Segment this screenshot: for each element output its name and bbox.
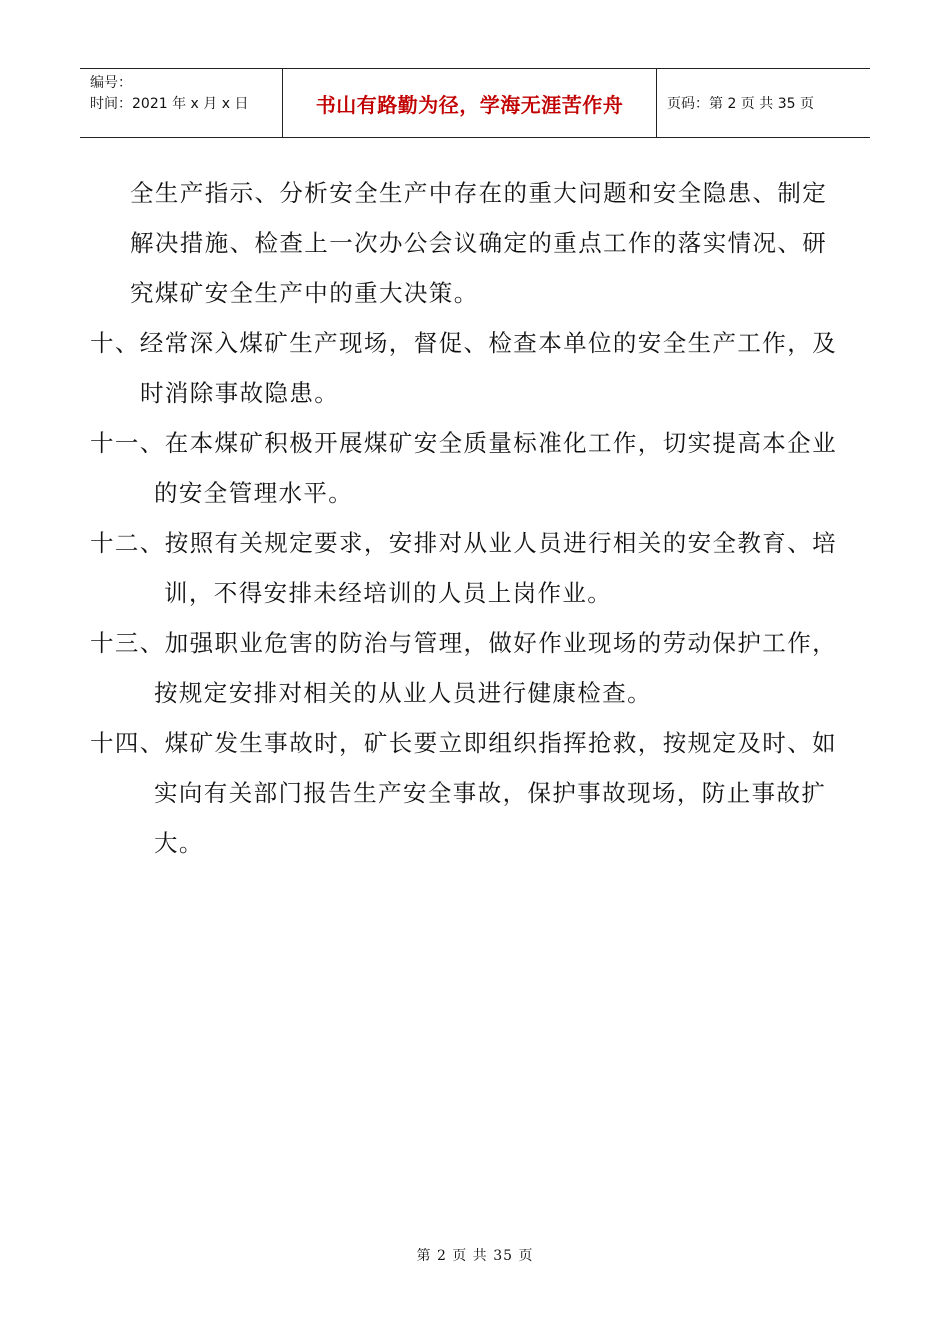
item-line: 十一、在本煤矿积极开展煤矿安全质量标准化工作，切实提高本企业 bbox=[90, 429, 837, 457]
intro-line: 解决措施、检查上一次办公会议确定的重点工作的落实情况、研 bbox=[130, 229, 828, 257]
item-line: 的安全管理水平。 bbox=[154, 479, 354, 507]
item-line: 大。 bbox=[154, 829, 204, 857]
item-line: 按规定安排对相关的从业人员进行健康检查。 bbox=[154, 679, 652, 707]
item-line: 训，不得安排未经培训的人员上岗作业。 bbox=[164, 579, 613, 607]
intro-line: 究煤矿安全生产中的重大决策。 bbox=[130, 279, 479, 307]
page-footer: 第 2 页 共 35 页 bbox=[416, 1248, 534, 1264]
item-line: 十二、按照有关规定要求，安排对从业人员进行相关的安全教育、培 bbox=[90, 529, 837, 557]
document-header bbox=[80, 68, 870, 138]
list-item-14 bbox=[90, 718, 880, 868]
document-body bbox=[90, 168, 880, 868]
item-line: 十四、煤矿发生事故时，矿长要立即组织指挥抢救，按规定及时、如 bbox=[90, 729, 837, 757]
header-motto: 书山有路勤为径，学海无涯苦作舟 bbox=[282, 69, 657, 137]
item-line: 时消除事故隐患。 bbox=[140, 379, 340, 407]
document-number-label: 编号： bbox=[90, 75, 132, 91]
list-item-11 bbox=[90, 418, 880, 518]
header-page-code: 页码：第 2 页 共 35 页 bbox=[667, 96, 814, 112]
item-line: 十三、加强职业危害的防治与管理，做好作业现场的劳动保护工作， bbox=[90, 629, 837, 657]
item-line: 十、经常深入煤矿生产现场，督促、检查本单位的安全生产工作，及 bbox=[90, 329, 837, 357]
intro-paragraph bbox=[90, 168, 880, 318]
document-date: 时间：2021 年 x 月 x 日 bbox=[90, 96, 249, 112]
item-line: 实向有关部门报告生产安全事故，保护事故现场，防止事故扩 bbox=[154, 779, 827, 807]
intro-line: 全生产指示、分析安全生产中存在的重大问题和安全隐患、制定 bbox=[130, 179, 828, 207]
list-item-12 bbox=[90, 518, 880, 618]
list-item-13 bbox=[90, 618, 880, 718]
list-item-10 bbox=[90, 318, 880, 418]
header-meta-cell bbox=[80, 69, 282, 137]
